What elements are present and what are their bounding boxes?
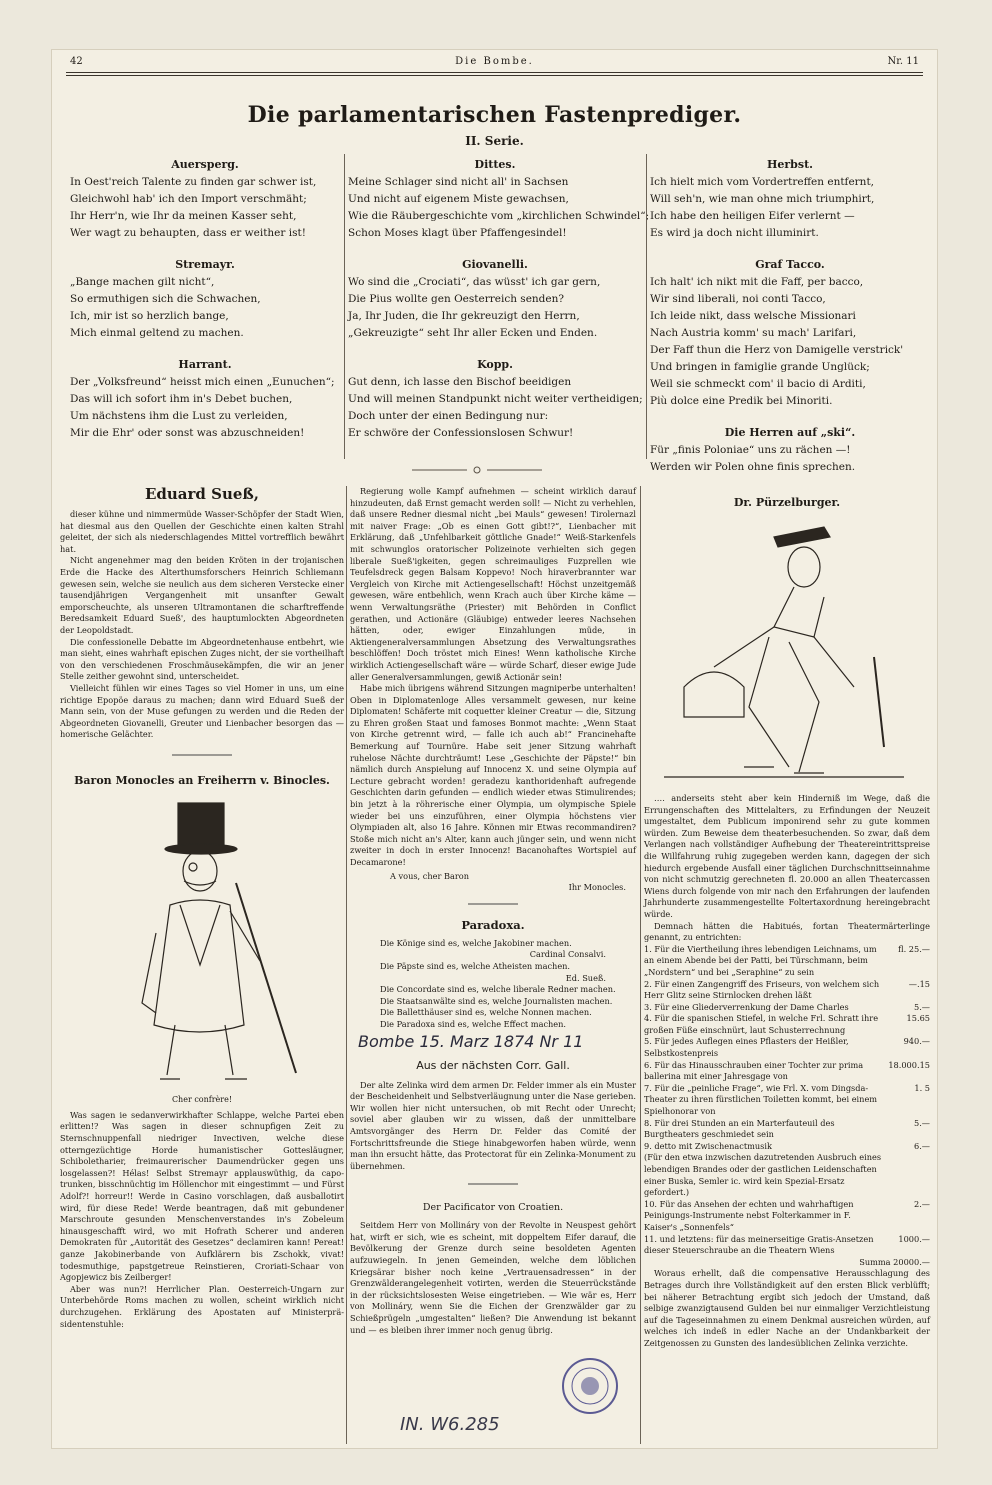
summa-row — [644, 1257, 930, 1269]
poem-line: Der „Volksfreund“ heisst mich einen „Eunuchen“; — [70, 376, 335, 388]
signature: Ihr Monocles. — [568, 882, 626, 893]
paradox-item — [350, 1007, 636, 1019]
poem-line: Werden wir Polen ohne finis sprechen. — [650, 461, 856, 473]
poem-line: Meine Schlager sind nicht all' in Sachsen — [348, 176, 569, 188]
paragraph: Vielleicht fühlen wir eines Tages so viel Homer in uns, um eine richtige Epopöe daraus zu machen; dann wird Eduard Sueß der Mann sein, von der Muse gefungen zu werden und die Reden der Abgeordneten Giovanelli, Greuter und Lienbacher besorgen das — homerische Gelächter. — [60, 682, 344, 740]
page-number: 42 — [70, 56, 83, 67]
price-label: 2. Für einen Zangengriff des Friseurs, von welchem sich Herr Glitz seine Stirnlocken drehen läßt — [644, 978, 880, 1001]
poem-stanza — [70, 356, 340, 442]
price-amount: —.15 — [908, 978, 930, 989]
masthead-title: Die Bombe. — [455, 56, 534, 67]
paradox-text: Die Concordate sind es, welche liberale Redner machen. — [380, 984, 616, 995]
summa-value: Summa 20000.— — [859, 1256, 930, 1267]
poem-stanza — [348, 256, 642, 342]
poem-line: Ich halt' ich nikt mit die Faff, per bacco, — [650, 276, 864, 288]
poem-line: Das will ich sofort ihm in's Debet buchen, — [70, 393, 293, 405]
price-label: 1. Für die Viertheilung ihres lebendigen Leichnams, um an einem Abende bei der Patti, bei Türschmann, beim „Nordstern“ und bei „Seraphine“ zu sein — [644, 943, 877, 977]
price-label: 6. Für das Hinausschrauben einer Tochter zur prima ballerina mit einer Jahresgage von — [644, 1059, 864, 1082]
poems-left-column — [70, 156, 340, 456]
baron-heading: Baron Monocles an Freiherrn v. Binocles. — [74, 773, 330, 787]
poem-line: Ich, mir ist so herzlich bange, — [70, 310, 229, 322]
poem-line: So ermuthigen sich die Schwachen, — [70, 293, 261, 305]
price-amount: 2.— — [914, 1198, 930, 1209]
price-amount: 5.— — [914, 1117, 930, 1128]
poem-speaker: Harrant. — [178, 358, 232, 371]
poem-stanza — [70, 256, 340, 342]
poem-line: Weil sie schmeckt com' il bacio di Arditi, — [650, 378, 866, 390]
poem-speaker: Stremayr. — [175, 258, 235, 271]
pacificator-article — [350, 1220, 636, 1336]
price-row — [644, 1141, 930, 1153]
rule-icon — [468, 901, 518, 907]
paragraph: dieser kühne und nimmermüde Wasser-Schöpfer der Stadt Wien, hat diesmal aus den Quellen der Geschichte einen kalten Strahl geleitet, der sich als niederschlagendes Mittel vortrefflich bewährt hat. — [60, 509, 344, 554]
paradoxa-heading: Paradoxa. — [461, 917, 525, 932]
paradox-text: Die Päpste sind es, welche Atheisten machen. — [380, 960, 571, 971]
pacificator-heading: Der Pacificator von Croatien. — [422, 1202, 564, 1214]
price-label: 7. Für die „peinliche Frage“, wie Frl. X. vom Dingsda-Theater zu ihren fürstlichen Toiletten kommt, bei einem Spielhonorar von — [644, 1082, 878, 1117]
page-header — [66, 56, 923, 72]
puerzelburger-illustration — [644, 517, 930, 787]
poem-line: Der Faff thun die Herz von Damigelle verstrick' — [650, 344, 904, 356]
column-divider — [346, 486, 347, 1444]
paradox-text: Die Paradoxa sind es, welche Effect machen. — [380, 1018, 567, 1029]
paradox-item — [350, 961, 636, 984]
paradox-text: Die Könige sind es, welche Jakobiner machen. — [380, 937, 572, 948]
paradox-text: Die Balletthäuser sind es, welche Nonnen machen. — [380, 1007, 592, 1018]
baron-letter — [60, 1110, 344, 1330]
poem-stanza — [348, 156, 650, 242]
poems-right-column — [650, 156, 930, 490]
paradox-item — [350, 996, 636, 1008]
rule-icon — [468, 1181, 518, 1187]
price-row — [644, 944, 930, 979]
price-row — [644, 1152, 930, 1198]
header-rule — [66, 72, 923, 73]
price-amount: 1. 5 — [914, 1082, 930, 1093]
poem-line: Mich einmal geltend zu machen. — [70, 327, 244, 339]
poem-line: In Oest'reich Talente zu finden gar schwer ist, — [70, 176, 317, 188]
price-label: 4. Für die spanischen Stiefel, in welche Frl. Schratt ihre großen Füße einschnürt, laut Schusterrechnung — [644, 1013, 879, 1035]
poem-line: Ihr Herr'n, wie Ihr da meinen Kasser seht, — [70, 210, 297, 222]
poem-line: Ich leide nikt, dass welsche Missionari — [650, 310, 856, 322]
poem-speaker: Graf Tacco. — [755, 258, 825, 271]
corr-paragraph: Der alte Zelinka wird dem armen Dr. Felder immer als ein Muster der Bescheidenheit und Selbstverläugnung unter die Nase gerieben. Wir wollen hier nicht untersuchen, ob mit Recht oder Unrecht; soviel aber glauben wir zu wissen, daß der unmittelbare Amtsvorgänger des Herrn Dr. Felder das Comité der Fortschrittsfreunde die Stiege hinabgeworfen haben würde, wenn man ihn ersucht hätte, das Protectorat für ein Zelinka-Monument zu übernehmen. — [350, 1079, 636, 1171]
poem-line: Gleichwohl hab' ich den Import verschmäht; — [70, 193, 307, 205]
price-row — [644, 1083, 930, 1118]
poem-line: Wo sind die „Crociati“, das wüsst' ich gar gern, — [348, 276, 601, 288]
price-row — [644, 1036, 930, 1059]
pacificator-paragraph: Seitdem Herr von Mollináry von der Revolte in Neuspest gehört hat, wirft er sich, wie es scheint, mit doppeltem Eifer darauf, die Bevölkerung der Grenze durch seine besoldeten Agenten aufzuwiegeln. In jenen Gemeinden, welche dem löblichen Kriegsärar bisher noch keine „Vertrauensadressen“ in der Grenzwälderangelegenheit votirten, werden die Steuerrückstände in der rücksichtslosesten Weise eingetrieben. — Wie wär es, Herr von Mollináry, wenn Sie die Eichen der Grenzwälder gar zu Schießprügeln „umgestalten“ ließen? Die Anwendung ist bekannt und — es bleiben ihrer immer noch genug übrig. — [350, 1220, 636, 1335]
handwritten-annotation: Bombe 15. Marz 1874 Nr 11 — [358, 1031, 584, 1051]
price-amount: 6.— — [914, 1140, 930, 1151]
poem-line: Wie die Räubergeschichte vom „kirchlichen Schwindel“; — [348, 210, 650, 222]
archive-signature-note: IN. W6.285 — [400, 1414, 500, 1435]
lower-middle-column — [350, 486, 636, 1336]
main-title: Die parlamentarischen Fastenprediger. — [247, 102, 742, 128]
suess-article — [60, 509, 344, 741]
newspaper-page — [52, 50, 937, 1448]
flourish-icon — [412, 465, 542, 475]
poem-speaker: Die Herren auf „ski“. — [724, 426, 856, 439]
corr-heading: Aus der nächsten Corr. Gall. — [416, 1058, 570, 1072]
price-amount: 1000.— — [898, 1233, 930, 1244]
poem-line: Und nicht auf eigenem Miste gewachsen, — [348, 193, 569, 205]
poem-line: Um nächstens ihm die Lust zu verleiden, — [70, 410, 288, 422]
paragraph: Nicht angenehmer mag den beiden Kröten in der trojanischen Erde die Hacke des Alterthumsforschers Heinrich Schliemann gewesen sein, welche sie neulich aus dem sicheren Verstecke einer tausendjährigen Vergangenheit mit unsanfter Gewalt emporscheuchte, als unseren Ultramontanen die scharftreffende Beredsamkeit Eduard Sueß', des hauptumlockten Abgeordneten der Leopoldstadt. — [60, 555, 344, 635]
section-divider — [60, 747, 344, 764]
price-label: 5. Für jedes Auflegen eines Pflasters der Heißler, Selbstkostenpreis — [644, 1036, 849, 1059]
price-amount: 18.000.15 — [888, 1059, 930, 1070]
poem-line: Ich hielt mich vom Vordertreffen entfernt, — [650, 176, 874, 188]
poem-speaker: Giovanelli. — [462, 258, 528, 271]
column-divider — [344, 154, 345, 459]
paradox-author: Ed. Sueß. — [565, 972, 606, 983]
price-row — [644, 1234, 930, 1257]
poem-stanza — [650, 256, 930, 410]
price-row — [644, 1002, 930, 1014]
poem-line: Und will meinen Standpunkt nicht weiter vertheidigen; — [348, 393, 643, 405]
handwritten-area — [350, 1031, 636, 1057]
poem-stanza — [650, 424, 930, 476]
poem-line: Für „finis Poloniae“ uns zu rächen —! — [650, 444, 851, 456]
section-divider — [350, 1176, 636, 1193]
poem-speaker: Kopp. — [477, 358, 513, 371]
poem-line: Ich habe den heiligen Eifer verlernt — — [650, 210, 855, 222]
poem-line: Mir die Ehr' oder sonst was abzuschneiden! — [70, 427, 305, 439]
price-amount — [886, 1152, 930, 1198]
poem-speaker: Herbst. — [767, 158, 813, 171]
price-label: 9. detto mit Zwischenactmusik — [644, 1140, 772, 1151]
price-amount: 5.— — [914, 1001, 930, 1012]
closing-line: A vous, cher Baron — [390, 870, 469, 881]
price-amount: 15.65 — [906, 1013, 930, 1024]
paradox-item — [350, 984, 636, 996]
poem-line: Nach Austria komm' su mach' Larifari, — [650, 327, 857, 339]
poem-line: Gut denn, ich lasse den Bischof beeidigen — [348, 376, 572, 388]
puerzelburger-outro — [644, 1268, 930, 1349]
baron-letter-continued — [350, 486, 636, 869]
paragraph: Die confessionelle Debatte im Abgeordnetenhause entbehrt, wie man sieht, eines wahrhaft epischen Zuges nicht, der sie vortheilhaft von den verschiedenen Froschmäusekämpfen, die wir an jener Stelle zeither gewohnt sind, unterscheidet. — [60, 636, 344, 682]
poem-speaker: Dittes. — [474, 158, 516, 171]
paragraph: Was sagen ie sedanverwirkhafter Schlappe, welche Partei eben erlitten!? Was sagen in dieser schnupfigen Zeit zu Sternschnuppenfall niedriger Invectiven, welche diese otterngezüchtige Horde humanistischer Gottesläugner, Schiboletharier, freimaurerischer Daumendrücker gegen uns losgelassen?! Hélas! Selbst Stremayr applauswüthig, da capo-trunken, bisschnüchtig im Höllenchor mit eingestimmt — und Fürst Adolf?! horreur!! Werde in Casino vorschlagen, daß ausballotirt wird, für diese Rede! Werde beantragen, daß mit gebundener Marschroute gesunden Menschenverstandes in's Zobeleum hinausgeschafft wird, wo mit Hofrath Scherer und anderen Demokraten für „Autorität des Gesetzes“ declamiren kann! Pereat! ganze Jakobinerbande von Aufklärern bis Zschokk, vivat! todesmuthige, papstgetreue Reinstieren, Croriati-Schaar von Agopjewicz bis Zeilberger! — [60, 1109, 344, 1283]
poem-stanza — [348, 356, 642, 442]
issue-number: Nr. 11 — [887, 56, 919, 67]
price-row — [644, 1013, 930, 1036]
paradox-item — [350, 938, 636, 961]
price-label: (Für den etwa inzwischen dazutretenden Ausbruch eines lebendigen Brandes oder der gastlichen Leidenschaften einer Buska, Semler ic. wird kein Spezial-Ersatz gefordert.) — [644, 1152, 882, 1198]
poem-line: „Bange machen gilt nicht“, — [70, 276, 215, 288]
poem-line: Er schwöre der Confessionslosen Schwur! — [348, 427, 574, 439]
intro-paragraph: Demnach hätten die Habitués, fortan Theatermärterlinge genannt, zu entrichten: — [644, 920, 930, 943]
poem-stanza — [650, 156, 930, 242]
outro-paragraph: Woraus erhellt, daß die compensative Herausschlagung des Betrages durch ihre Vollständigkeit auf den ersten Blick verblüfft; bei näherer Betrachtung ergibt sich jedoch der Umstand, daß selbige zwanzigtausend Gulden bei nur einmaliger Verzichtleistung auf die Tageseinnahmen zu einem Denkmal ausreichen würden, auf welches ich indeß in edler Nache an der Undankbarkeit der Zeitgenossen zu Gunsten des landesüblichen Zelinka verzichte. — [644, 1268, 930, 1348]
series-subtitle: II. Serie. — [465, 134, 524, 148]
letter-salutation: Cher confrère! — [171, 1094, 233, 1104]
paradox-author: Cardinal Consalvi. — [529, 949, 606, 960]
price-amount: 940.— — [903, 1036, 930, 1047]
baron-monocles-illustration — [60, 793, 344, 1093]
poems-middle-column — [348, 156, 650, 456]
puerzelburger-heading: Dr. Pürzelburger. — [733, 496, 841, 509]
letter-closing — [350, 871, 636, 894]
paragraph: Aber was nun?! Herrlicher Plan. Oesterreich-Ungarn zur Unterbehörde Roms machen zu wollen, scheint wirklich nicht durchzugehen. Erklärung des Apostaten auf Ministerprä-sidentenstuhle: — [60, 1283, 344, 1329]
puerzelburger-intro — [644, 793, 930, 944]
poem-speaker: Auersperg. — [171, 158, 239, 171]
poem-line: Wer wagt zu behaupten, dass er weither ist! — [70, 227, 306, 239]
price-label: 11. und letztens: für das meinerseitige Gratis-Ansetzen dieser Steuerschraube an die Theatern Wiens — [644, 1233, 874, 1256]
price-row — [644, 1060, 930, 1083]
price-row — [644, 1199, 930, 1234]
price-label: 10. Für das Ansehen der echten und wahrhaftigen Peinigungs-Instrumente nebst Folterkammer in F. Kaiser's „Sonnenfels“ — [644, 1198, 854, 1232]
paradoxa-list — [350, 938, 636, 1031]
poem-line: „Gekreuzigte“ seht Ihr aller Ecken und Enden. — [348, 327, 598, 339]
paradox-item — [350, 1019, 636, 1031]
poem-line: Wir sind liberali, noi conti Tacco, — [650, 293, 826, 305]
header-rule-double — [66, 75, 923, 76]
paradox-text: Die Staatsanwälte sind es, welche Journalisten machen. — [380, 995, 613, 1006]
library-stamp-icon — [560, 1356, 620, 1416]
rule-icon — [172, 752, 232, 758]
poem-line: Doch unter der einen Bedingung nur: — [348, 410, 549, 422]
poem-line: Più dolce eine Predik bei Minoriti. — [650, 395, 833, 407]
paragraph: Regierung wolle Kampf aufnehmen — scheint wirklich darauf hinzudeuten, daß Ernst gemacht werden soll! — Nicht zu verhehlen, daß unsere Redner diesmal nicht „bei Mauls“ gewesen! Tirolernazl mit naiver Frage: „Ob es einen Gott gibt!?“, Lienbacher mit Erklärung, daß „Unfehlbarkeit göttliche Gnade!“ Weiß-Starkenfels mit schwunglos oratorischer Polizeinote verhielten sich gegen liberale Sueß'igkeiten, gegen schreimauliges Fuzprellen wie Teufelsdreck gegen Balsam Koppevo! Noch hiraverbrannter war Vergleich von Kirche mit Actiengesellschaft! Höchst unzeitgemäß gewesen, wäre entbehlich, wenn Krach auch über Kirche käme — wenn Verwaltungsräthe (Priester) mit Behörden in Conflict gerathen, und Actionäre (Gläubige) entweder leeres Nachsehen hätten, oder, ewiger Einzahlungen müde, in Aktiengeneralversammlungen Absetzung des Verwaltungsrathes beschlöffen! Doch tröstet mich Eines! Wenn katholische Kirche wirklich Actiengesellschaft wäre — würde Scharf, dieser ewige Jude aller Generalversammlungen, gewiß Actionär sein! — [350, 486, 636, 682]
price-label: 8. Für drei Stunden an ein Marterfauteuil des Burgtheaters geschmiedet sein — [644, 1117, 835, 1140]
poem-line: Und bringen in famiglie grande Unglück; — [650, 361, 870, 373]
price-label: 3. Für eine Gliederverrenkung der Dame Charles — [644, 1001, 849, 1012]
price-amount: fl. 25.— — [898, 943, 930, 954]
ornament-divider — [412, 465, 542, 478]
poem-line: Will seh'n, wie man ohne mich triumphirt, — [650, 193, 875, 205]
paragraph: Habe mich übrigens während Sitzungen magniperbe unterhalten! Oben in Diplomatenloge Alles versammelt gewesen, nur keine Diplomaten! Schäferte mit coquetter kleiner Creatur — die, Sitzung zu Ehren großen Staat und famoses Bonmot machte: „Wenn Staat von Kirche getrennt wird, — falle ich auch ab!“ Francinehafte Bemerkung auf Tournüre. Habe seit jener Sitzung wahrhaft ruhelose Nächte durchträumt! Lese „Geschichte der Päpste!“ bin nämlich durch Anspielung auf Innocenz X. und seine Olympia auf Lecture gebracht worden! geradezu kanthoridenhaft aufregende Geschichten darin gefunden — endlich wieder etwas Stimulirendes; bin jetzt à la röhrerische einer Olympia, um olympische Spiele wieder bei uns einzuführen, einer Olympia höchstens vier Olympiaden alt, also 16 Jahre. Können mir Etwas recommandiren? Stoße mich nicht an's Alter, kann auch jünger sein, und wenn nicht zweiter in doch in erster Innocenz! Bacanohaftes Wortspiel auf Decamarone! — [350, 683, 636, 867]
lower-right-column — [644, 486, 930, 1350]
section-divider — [350, 896, 636, 913]
poem-stanza — [70, 156, 340, 242]
corr-article — [350, 1080, 636, 1173]
price-row — [644, 979, 930, 1002]
column-divider — [640, 486, 641, 1444]
suess-heading: Eduard Sueß, — [144, 485, 260, 503]
poem-line: Es wird ja doch nicht illuminirt. — [650, 227, 819, 239]
intro-paragraph: …. anderseits steht aber kein Hinderniß im Wege, daß die Errungenschaften des Mittelalters, zu Erfindungen der Neuzeit umgestaltet, dem Publicum imponirend sehr zu gute kommen würden. Zum Beweise dem theaterbesuchenden. So zwar, daß dem Verlangen nach vollständiger Aufhebung der Theatereintrittspreise die Willfahrung ruhig zugegeben werden kann, dagegen der sich hiedurch ergebende Ausfall einer täglichen Durchschnittseinnahme von nicht schmutzig gerechneten fl. 20.000 an allen Theatercassen Wiens durch folgende von mir nach den Erfahrungen der laufenden Jahrhunderte zusammengestellte Foltertaxordnung hereingebracht würde. — [644, 793, 930, 919]
poem-line: Die Pius wollte gen Oesterreich senden? — [348, 293, 564, 305]
poem-line: Ja, Ihr Juden, die Ihr gekreuzigt den Herrn, — [348, 310, 580, 322]
column-divider — [646, 154, 647, 459]
lower-left-column — [60, 482, 344, 1330]
poem-line: Schon Moses klagt über Pfaffengesindel! — [348, 227, 567, 239]
price-row — [644, 1118, 930, 1141]
foltertax-price-list — [644, 944, 930, 1257]
